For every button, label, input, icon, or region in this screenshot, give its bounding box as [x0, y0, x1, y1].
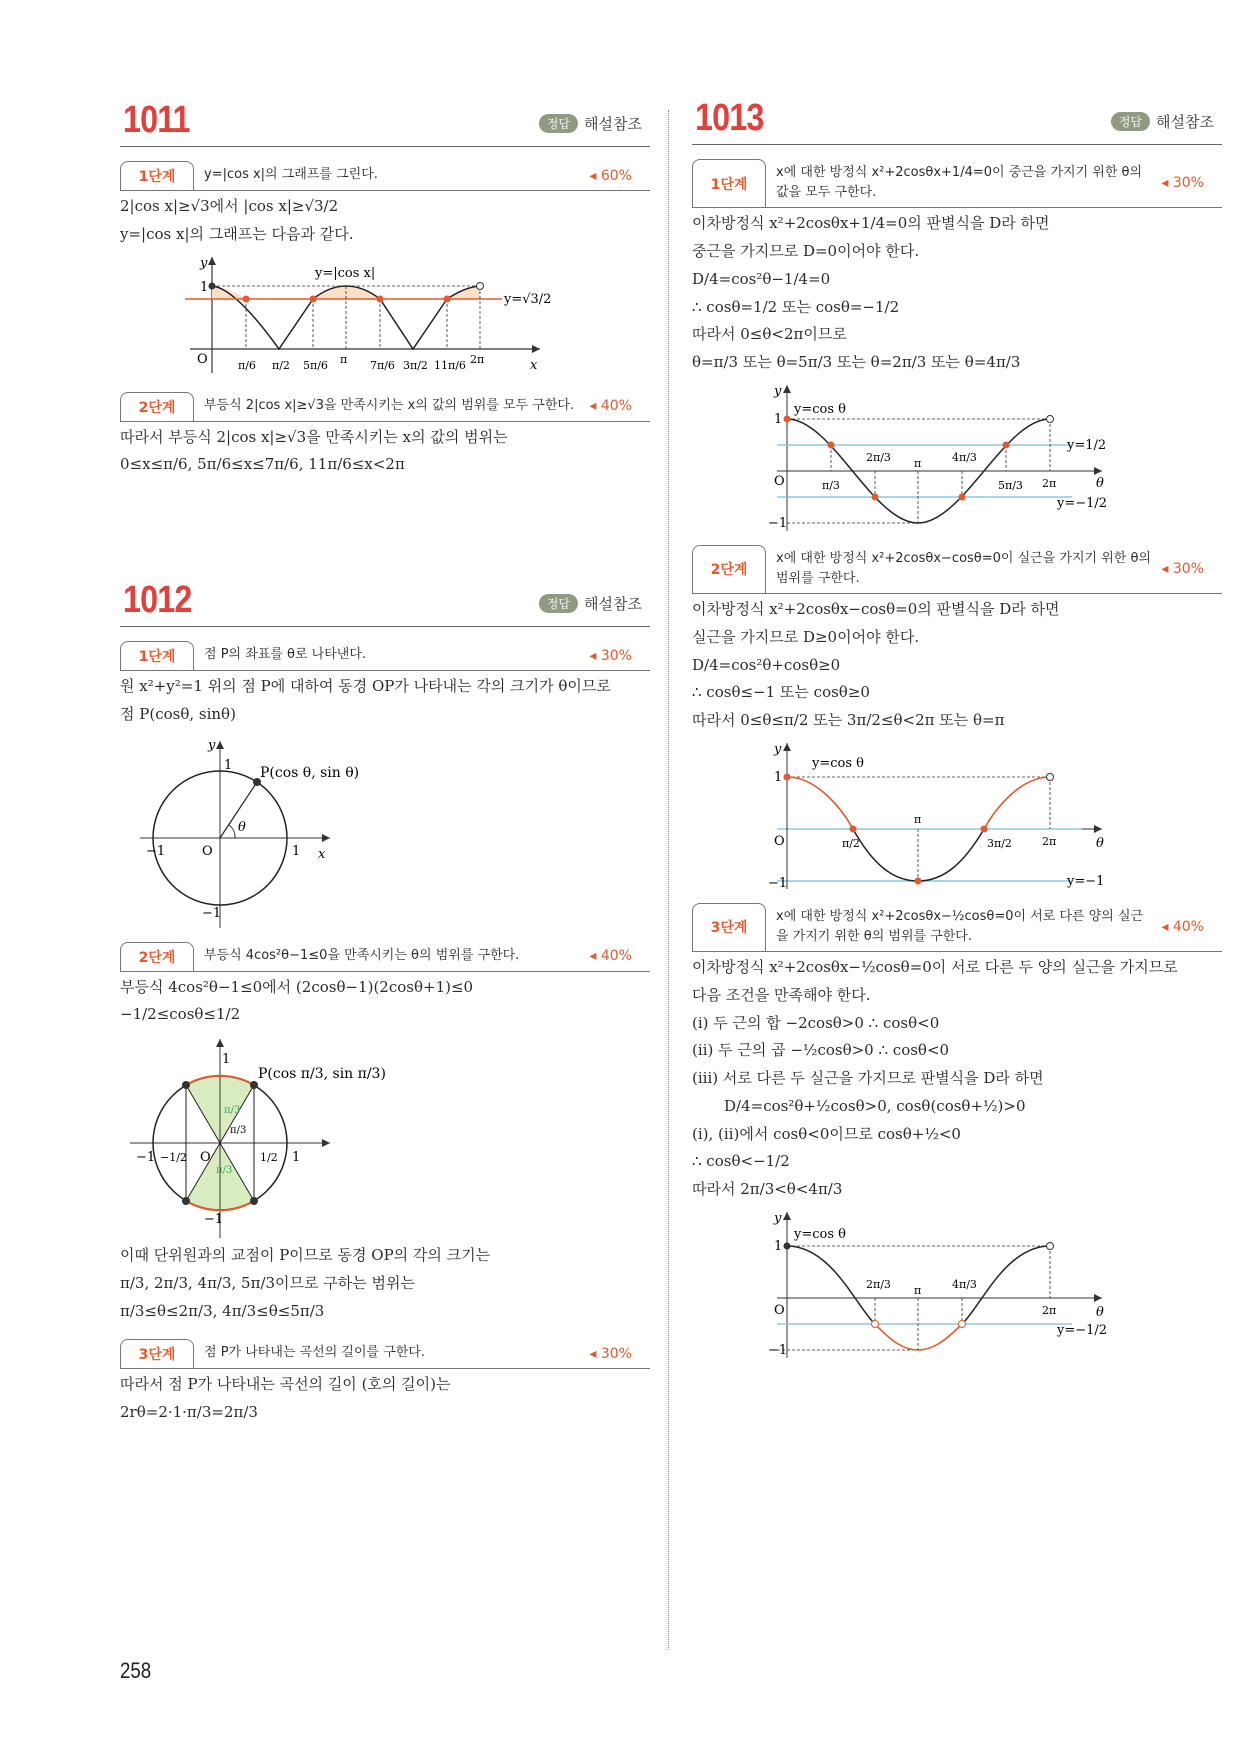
solution-line: 따라서 0≤θ<2π이므로 — [692, 325, 847, 344]
svg-text:7π/6: 7π/6 — [370, 358, 395, 372]
answer-badge: 정답 — [539, 594, 578, 613]
step-2 — [120, 392, 650, 422]
unit-circle-2 — [120, 1033, 560, 1238]
svg-text:−1/2: −1/2 — [160, 1151, 187, 1164]
step-percent: ◂ 40% — [589, 948, 632, 964]
svg-text:y=cos θ: y=cos θ — [794, 1226, 846, 1242]
svg-text:π/3: π/3 — [230, 1125, 247, 1136]
svg-text:π/2: π/2 — [272, 358, 290, 372]
svg-text:O: O — [774, 1302, 785, 1318]
step-tag: 1단계 — [692, 159, 766, 207]
svg-text:x: x — [530, 357, 538, 373]
abs-cos-graph — [120, 253, 560, 378]
svg-text:y=|cos x|: y=|cos x| — [315, 265, 376, 281]
svg-text:O: O — [197, 351, 208, 367]
svg-text:π/3: π/3 — [224, 1105, 241, 1116]
cos-graph-3 — [692, 1208, 1132, 1358]
step-desc: x에 대한 방정식 x²+2cosθx−cosθ=0이 실근을 가지기 위한 θ의 범위를 구한다. — [776, 550, 1151, 586]
step-desc: x에 대한 방정식 x²+2cosθx−½cosθ=0이 서로 다른 양의 실근을 가지기 위한 θ의 범위를 구한다. — [776, 908, 1144, 944]
solution-line: 따라서 점 P가 나타내는 곡선의 길이 (호의 길이)는 — [120, 1375, 451, 1394]
step-percent: ◂ 60% — [589, 167, 632, 184]
svg-text:−1: −1 — [768, 515, 788, 531]
page-number: 258 — [120, 1658, 152, 1683]
step-desc: y=|cos x|의 그래프를 그린다. — [204, 167, 378, 182]
step-percent: ◂ 30% — [589, 1345, 632, 1362]
solution-line: 이때 단위원과의 교점이 P이므로 동경 OP의 각의 크기는 — [120, 1246, 491, 1264]
svg-text:θ: θ — [1096, 475, 1104, 491]
svg-text:y=1/2: y=1/2 — [1067, 437, 1107, 453]
solution-line: D/4=cos²θ+½cosθ>0, cosθ(cosθ+½)>0 — [724, 1096, 1026, 1115]
svg-text:O: O — [774, 833, 785, 849]
svg-text:y=cos θ: y=cos θ — [794, 401, 846, 417]
svg-text:1: 1 — [774, 411, 783, 427]
problem-1011 — [120, 100, 650, 479]
svg-text:2π: 2π — [1042, 476, 1057, 490]
svg-text:y: y — [774, 383, 782, 399]
step-percent: ◂ 40% — [589, 398, 632, 414]
solution-line: (ⅲ) 서로 다른 두 실근을 가지므로 판별식을 D라 하면 — [692, 1069, 1044, 1088]
svg-text:2π/3: 2π/3 — [866, 1277, 891, 1291]
solution-line: 따라서 0≤θ≤π/2 또는 3π/2≤θ<2π 또는 θ=π — [692, 711, 1005, 730]
svg-text:O: O — [200, 1150, 211, 1165]
answer-ref — [1111, 111, 1214, 132]
svg-text:π/6: π/6 — [238, 358, 256, 372]
solution-line: 이차방정식 x²+2cosθx+1/4=0의 판별식을 D라 하면 — [692, 214, 1050, 233]
svg-text:−1: −1 — [768, 875, 788, 889]
step-1 — [692, 159, 1222, 208]
solution-line: D/4=cos²θ+cosθ≥0 — [692, 655, 841, 674]
problem-number: 1013 — [695, 97, 764, 139]
step-desc: 점 P의 좌표를 θ로 나타낸다. — [204, 647, 367, 662]
svg-text:π: π — [914, 456, 922, 470]
svg-text:4π/3: 4π/3 — [952, 1277, 977, 1291]
answer-text: 해설참조 — [584, 595, 642, 613]
svg-text:−1: −1 — [768, 1342, 788, 1358]
solution-line: 이차방정식 x²+2cosθx−½cosθ=0이 서로 다른 두 양의 실근을 가지므로 — [692, 958, 1178, 977]
solution-line: 실근을 가지므로 D≥0이어야 한다. — [692, 627, 920, 646]
answer-badge: 정답 — [1111, 112, 1150, 131]
solution-line: 중근을 가지므로 D=0이어야 한다. — [692, 242, 920, 261]
svg-text:1: 1 — [222, 1052, 231, 1067]
svg-text:O: O — [202, 843, 213, 859]
step-2 — [692, 545, 1222, 594]
svg-text:−1: −1 — [136, 1150, 156, 1165]
step-1 — [120, 641, 650, 671]
solution-line: π/3≤θ≤2π/3, 4π/3≤θ≤5π/3 — [120, 1301, 325, 1320]
svg-text:y: y — [774, 1210, 782, 1226]
svg-text:y=−1/2: y=−1/2 — [1057, 1322, 1108, 1338]
svg-text:2π/3: 2π/3 — [866, 450, 891, 464]
svg-text:5π/3: 5π/3 — [998, 478, 1023, 492]
svg-text:y=cos θ: y=cos θ — [812, 755, 864, 771]
svg-text:1/2: 1/2 — [260, 1151, 278, 1164]
svg-text:2π: 2π — [470, 352, 485, 366]
answer-text: 해설참조 — [584, 115, 642, 133]
problem-number: 1011 — [123, 99, 190, 141]
solution-line: 이차방정식 x²+2cosθx−cosθ=0의 판별식을 D라 하면 — [692, 600, 1060, 619]
solution-line: (ⅱ) 두 근의 곱 −½cosθ>0 ∴ cosθ<0 — [692, 1041, 950, 1060]
step-percent: ◂ 30% — [1161, 560, 1204, 577]
unit-circle-1 — [120, 733, 560, 928]
solution-line: 2|cos x|≥√3에서 |cos x|≥√3/2 — [120, 197, 339, 215]
svg-text:4π/3: 4π/3 — [952, 450, 977, 464]
svg-text:1: 1 — [774, 769, 783, 785]
svg-text:3π/2: 3π/2 — [987, 836, 1012, 850]
svg-text:1: 1 — [200, 279, 209, 295]
answer-text: 해설참조 — [1156, 113, 1214, 131]
step-desc: 부등식 4cos²θ−1≤0을 만족시키는 θ의 범위를 구한다. — [204, 947, 520, 963]
svg-text:θ: θ — [1096, 1304, 1104, 1320]
problem-1012 — [120, 580, 650, 1427]
problem-1013 — [692, 98, 1222, 1362]
svg-text:y=−1/2: y=−1/2 — [1057, 495, 1108, 511]
step-tag: 2단계 — [120, 942, 194, 971]
answer-badge: 정답 — [539, 114, 578, 133]
answer-ref — [539, 113, 642, 134]
solution-line: (ⅰ) 두 근의 합 −2cosθ>0 ∴ cosθ<0 — [692, 1013, 940, 1032]
step-percent: ◂ 30% — [1161, 175, 1204, 192]
cos-graph-1 — [692, 381, 1132, 531]
step-desc: x에 대한 방정식 x²+2cosθx+1/4=0이 중근을 가지기 위한 θ의 값을 모두 구한다. — [776, 165, 1143, 201]
step-percent: ◂ 30% — [589, 647, 632, 664]
cos-graph-2 — [692, 739, 1132, 889]
svg-text:O: O — [774, 473, 785, 489]
solution-line: 다음 조건을 만족해야 한다. — [692, 985, 871, 1004]
svg-text:θ: θ — [1096, 835, 1104, 851]
svg-text:y: y — [200, 255, 208, 271]
svg-text:−1: −1 — [146, 843, 166, 859]
step-tag: 2단계 — [692, 545, 766, 593]
step-tag: 1단계 — [120, 161, 194, 190]
svg-text:π/2: π/2 — [842, 836, 860, 850]
solution-line: 2rθ=2·1·π/3=2π/3 — [120, 1403, 258, 1421]
solution-line: 따라서 2π/3<θ<4π/3 — [692, 1180, 843, 1199]
problem-header — [692, 98, 1222, 145]
svg-text:−1: −1 — [204, 1212, 224, 1227]
column-divider — [668, 110, 669, 1650]
step-1 — [120, 161, 650, 191]
svg-text:π/3: π/3 — [822, 478, 840, 492]
step-tag: 2단계 — [120, 392, 194, 421]
svg-text:x: x — [318, 846, 326, 862]
solution-line: 따라서 부등식 2|cos x|≥√3을 만족시키는 x의 값의 범위는 — [120, 427, 508, 446]
svg-text:2π: 2π — [1042, 834, 1057, 848]
step-tag: 3단계 — [692, 903, 766, 951]
svg-text:y: y — [774, 741, 782, 757]
solution-line: −1/2≤cosθ≤1/2 — [120, 1005, 241, 1024]
svg-text:y=−1: y=−1 — [1067, 873, 1105, 889]
step-3 — [120, 1339, 650, 1369]
step-desc: 점 P가 나타내는 곡선의 길이를 구한다. — [204, 1345, 426, 1361]
solution-line: (ⅰ), (ⅱ)에서 cosθ<0이므로 cosθ+½<0 — [692, 1124, 961, 1143]
solution-line: y=|cos x|의 그래프는 다음과 같다. — [120, 224, 354, 243]
step-percent: ◂ 40% — [1161, 918, 1204, 935]
problem-header — [120, 100, 650, 147]
svg-text:π: π — [914, 812, 922, 826]
svg-text:11π/6: 11π/6 — [434, 358, 466, 372]
solution-line: 점 P(cosθ, sinθ) — [120, 704, 236, 723]
svg-text:3π/2: 3π/2 — [403, 358, 428, 372]
svg-text:π: π — [340, 352, 348, 366]
solution-line: D/4=cos²θ−1/4=0 — [692, 269, 831, 288]
svg-text:5π/6: 5π/6 — [303, 358, 328, 372]
solution-line: ∴ cosθ<−1/2 — [692, 1152, 790, 1171]
svg-text:P(cos θ, sin θ): P(cos θ, sin θ) — [260, 764, 360, 781]
step-2 — [120, 942, 650, 972]
step-3 — [692, 903, 1222, 952]
svg-text:y: y — [208, 737, 216, 753]
solution-line: 원 x²+y²=1 위의 점 P에 대하여 동경 OP가 나타내는 각의 크기가 θ이므로 — [120, 677, 611, 695]
problem-header — [120, 580, 650, 627]
svg-text:2π: 2π — [1042, 1303, 1057, 1317]
svg-text:π/3: π/3 — [216, 1165, 233, 1176]
solution-line: ∴ cosθ≤−1 또는 cosθ≥0 — [692, 683, 870, 702]
solution-line: θ=π/3 또는 θ=5π/3 또는 θ=2π/3 또는 θ=4π/3 — [692, 353, 1021, 372]
solution-line: ∴ cosθ=1/2 또는 cosθ=−1/2 — [692, 297, 900, 316]
svg-text:1: 1 — [292, 1150, 301, 1165]
step-desc: 부등식 2|cos x|≥√3을 만족시키는 x의 값의 범위를 모두 구한다. — [204, 397, 575, 413]
svg-text:1: 1 — [774, 1238, 783, 1254]
svg-text:θ: θ — [238, 819, 246, 835]
solution-line: π/3, 2π/3, 4π/3, 5π/3이므로 구하는 범위는 — [120, 1273, 416, 1292]
solution-line: 부등식 4cos²θ−1≤0에서 (2cosθ−1)(2cosθ+1)≤0 — [120, 977, 474, 996]
solution-line: 0≤x≤π/6, 5π/6≤x≤7π/6, 11π/6≤x<2π — [120, 455, 405, 474]
step-tag: 3단계 — [120, 1339, 194, 1368]
svg-text:1: 1 — [224, 757, 233, 773]
answer-ref — [539, 593, 642, 614]
svg-text:y=√3/2: y=√3/2 — [504, 291, 552, 307]
problem-number: 1012 — [123, 579, 192, 621]
svg-text:π: π — [914, 1283, 922, 1297]
step-tag: 1단계 — [120, 641, 194, 670]
svg-text:−1: −1 — [202, 905, 222, 921]
svg-text:P(cos π/3, sin π/3): P(cos π/3, sin π/3) — [258, 1066, 386, 1082]
svg-text:1: 1 — [292, 843, 301, 859]
